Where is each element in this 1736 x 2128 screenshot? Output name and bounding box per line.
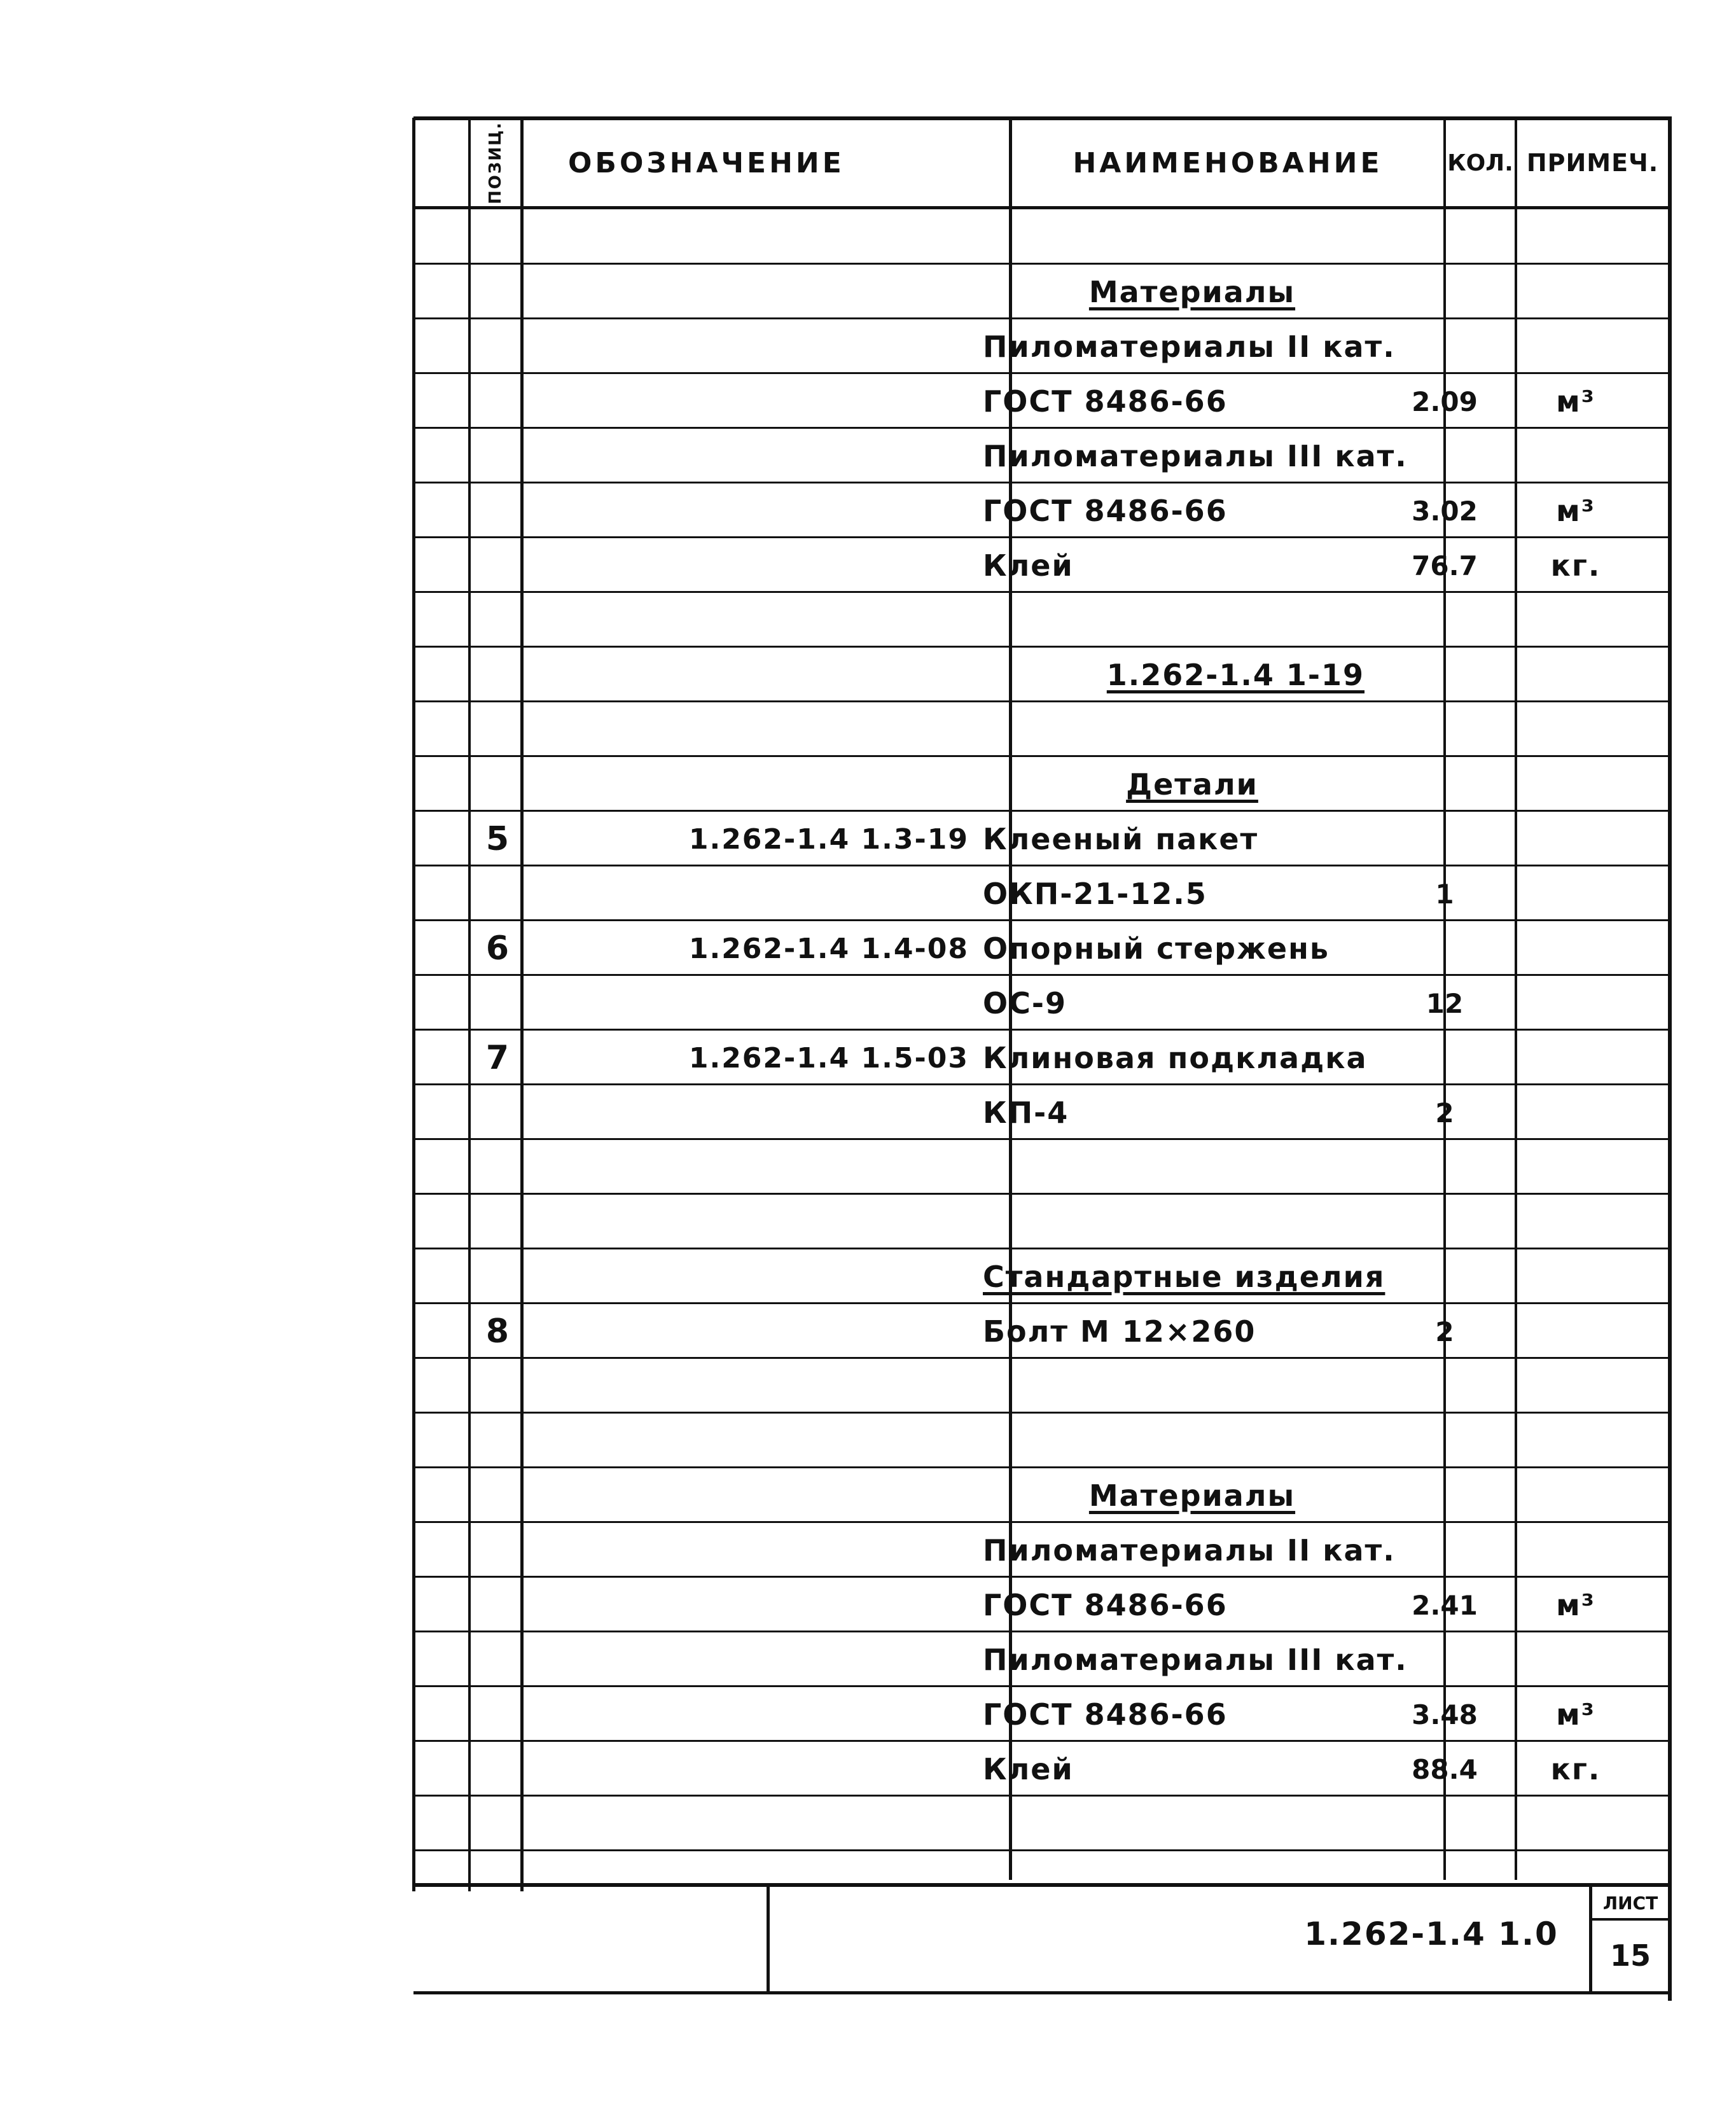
stamp-border-bottom [413,1991,1672,1994]
table-row [413,1742,1671,1797]
note-cell [1480,1031,1671,1085]
position-cell [474,1523,522,1578]
note-cell [1480,265,1671,319]
name-cell: ГОСТ 8486-66 [983,1697,1228,1732]
quantity-cell: 2.41 [1412,1589,1478,1621]
quantity-cell [1409,921,1480,976]
position-cell [474,1578,522,1632]
designation-cell [522,1632,975,1687]
table-row [413,1085,1671,1140]
designation-cell: 1.262-1.4 1.3-19 [688,823,969,856]
position-cell: 6 [485,929,511,968]
table-row [413,1632,1671,1687]
note-cell [1480,866,1671,921]
quantity-cell [1409,1249,1480,1304]
quantity-cell: 3.02 [1412,495,1478,527]
name-cell [975,1797,1409,1851]
table-row [413,483,1671,538]
name-cell [975,1414,1409,1468]
designation-cell [522,1195,975,1249]
quantity-cell: 2.09 [1412,386,1478,417]
note-cell [1480,812,1671,866]
table-row [413,1249,1671,1304]
designation-cell [522,1085,975,1140]
header-position-label: ПОЗИЦ. [486,121,505,205]
row-rule [413,1849,1670,1851]
table-row [413,374,1671,429]
name-cell [975,593,1409,648]
quantity-cell [1409,210,1480,265]
designation-cell: 1.262-1.4 1.5-03 [688,1041,969,1074]
note-cell: м³ [1556,494,1595,528]
note-cell [1480,1468,1671,1523]
note-cell: кг. [1550,1752,1601,1786]
header-name [1012,118,1443,208]
name-cell: Клиновая подкладка [983,1041,1368,1075]
quantity-cell [1409,265,1480,319]
designation-cell [522,429,975,483]
position-cell [474,976,522,1031]
header-position [471,118,520,208]
header-designation [524,118,1009,208]
position-cell [474,1359,522,1414]
name-cell: ГОСТ 8486-66 [983,1588,1228,1622]
name-cell: Болт М 12×260 [983,1314,1256,1349]
designation-cell [522,319,975,374]
quantity-cell [1409,319,1480,374]
quantity-cell [1409,1523,1480,1578]
position-cell [474,1468,522,1523]
note-cell [1480,1140,1671,1195]
name-cell: ОКП-21-12.5 [983,877,1207,911]
name-cell [975,702,1409,757]
table-row [413,1031,1671,1085]
table-row [413,1359,1671,1414]
table-row [413,1195,1671,1249]
table-row [413,1687,1671,1742]
note-cell: м³ [1556,1588,1595,1622]
note-cell [1480,319,1671,374]
note-cell [1480,1414,1671,1468]
name-cell: Клееный пакет [983,822,1259,856]
table-row [413,702,1671,757]
quantity-cell: 76.7 [1412,550,1478,581]
designation-cell [522,702,975,757]
note-cell [1480,648,1671,702]
quantity-cell: 2 [1435,1316,1454,1347]
stamp-divider [767,1886,770,1993]
note-cell [1480,757,1671,812]
header-note-label: ПРИМЕЧ. [1526,149,1659,177]
sheet-label [1592,1888,1669,1917]
position-cell [474,757,522,812]
note-cell [1480,1249,1671,1304]
position-cell [474,265,522,319]
name-cell: Пиломатериалы III кат. [983,1643,1408,1677]
name-cell: Детали [1126,767,1258,802]
name-cell [975,1359,1409,1414]
quantity-cell [1409,1632,1480,1687]
note-cell [1480,921,1671,976]
name-cell: КП-4 [983,1095,1069,1130]
quantity-cell [1409,1468,1480,1523]
header-qty-label: КОЛ. [1447,150,1513,176]
table-row [413,866,1671,921]
position-cell: 8 [485,1312,511,1351]
designation-cell [522,1359,975,1414]
position-cell: 7 [485,1039,511,1077]
designation-cell [522,374,975,429]
designation-cell [522,1797,975,1851]
designation-cell [522,1687,975,1742]
quantity-cell [1409,1797,1480,1851]
note-cell [1480,1359,1671,1414]
designation-cell: 1.262-1.4 1.4-08 [688,932,969,965]
quantity-cell [1409,757,1480,812]
table-row [413,1797,1671,1851]
designation-cell [522,648,975,702]
note-cell [1480,1304,1671,1359]
note-cell [1480,1797,1671,1851]
table-row [413,1578,1671,1632]
note-cell [1480,702,1671,757]
table-row [413,538,1671,593]
table-row [413,1414,1671,1468]
name-cell: ГОСТ 8486-66 [983,384,1228,419]
table-row [413,265,1671,319]
name-cell: Пиломатериалы III кат. [983,439,1408,473]
table-row [413,976,1671,1031]
table-row [413,210,1671,265]
table-row [413,593,1671,648]
position-cell [474,1195,522,1249]
position-cell [474,866,522,921]
position-cell [474,1797,522,1851]
position-cell [474,1249,522,1304]
name-cell: Пиломатериалы II кат. [983,330,1396,364]
table-row [413,757,1671,812]
quantity-cell: 2 [1435,1097,1454,1129]
quantity-cell [1409,648,1480,702]
name-cell: Клей [983,1752,1074,1786]
designation-cell [522,593,975,648]
table-row [413,429,1671,483]
quantity-cell [1409,593,1480,648]
sheet-label-text: ЛИСТ [1602,1892,1658,1914]
stamp-sheet-rule [1590,1918,1670,1921]
designation-cell [522,1468,975,1523]
quantity-cell [1409,1031,1480,1085]
quantity-cell [1409,429,1480,483]
position-cell [474,1742,522,1797]
quantity-cell [1409,1140,1480,1195]
note-cell [1480,1523,1671,1578]
quantity-cell: 3.48 [1412,1699,1478,1730]
designation-cell [522,1578,975,1632]
name-cell: ГОСТ 8486-66 [983,494,1228,528]
position-cell [474,1632,522,1687]
position-cell [474,1687,522,1742]
designation-cell [522,265,975,319]
designation-cell [522,1304,975,1359]
table-row [413,921,1671,976]
note-cell [1480,429,1671,483]
quantity-cell: 12 [1426,987,1464,1019]
designation-cell [522,210,975,265]
table-row [413,319,1671,374]
note-cell [1480,1195,1671,1249]
designation-cell [522,976,975,1031]
table-row [413,1140,1671,1195]
quantity-cell: 88.4 [1412,1753,1478,1785]
quantity-cell [1409,1195,1480,1249]
quantity-cell [1409,812,1480,866]
note-cell [1480,210,1671,265]
name-cell [975,1195,1409,1249]
designation-cell [522,1249,975,1304]
position-cell [474,538,522,593]
note-cell: м³ [1556,384,1595,419]
name-cell [975,1140,1409,1195]
designation-cell [522,538,975,593]
designation-cell [522,1140,975,1195]
header-designation-label: ОБОЗНАЧЕНИЕ [568,146,845,179]
position-cell [474,483,522,538]
name-cell: Стандартные изделия [983,1260,1385,1294]
quantity-cell [1409,702,1480,757]
name-cell: Материалы [1088,275,1296,309]
position-cell [474,210,522,265]
document-code [1291,1905,1571,1963]
header-qty [1446,118,1515,208]
position-cell [474,1085,522,1140]
name-cell: 1.262-1.4 1-19 [1106,658,1364,692]
header-note [1517,118,1668,208]
name-cell [975,210,1409,265]
quantity-cell: 1 [1435,878,1454,910]
note-cell: м³ [1556,1697,1595,1732]
position-cell [474,648,522,702]
designation-cell [522,483,975,538]
table-border-bottom [413,1883,1672,1887]
name-cell: ОС-9 [983,986,1067,1020]
table-row [413,812,1671,866]
note-cell [1480,1085,1671,1140]
position-cell [474,319,522,374]
note-cell: кг. [1550,548,1601,583]
position-cell [474,1414,522,1468]
sheet-number-text: 15 [1609,1938,1651,1973]
position-cell [474,1140,522,1195]
name-cell: Материалы [1088,1478,1296,1513]
name-cell: Клей [983,548,1074,583]
name-cell: Пиломатериалы II кат. [983,1533,1396,1568]
position-cell [474,593,522,648]
quantity-cell [1409,1414,1480,1468]
position-cell: 5 [485,820,511,858]
designation-cell [522,1523,975,1578]
name-cell: Опорный стержень [983,931,1330,966]
header-name-label: НАИМЕНОВАНИЕ [1073,146,1383,179]
quantity-cell [1409,1359,1480,1414]
table-row [413,648,1671,702]
note-cell [1480,1632,1671,1687]
designation-cell [522,1742,975,1797]
designation-cell [522,1414,975,1468]
position-cell [474,374,522,429]
designation-cell [522,757,975,812]
document-code-text: 1.262-1.4 1.0 [1304,1916,1559,1952]
designation-cell [522,866,975,921]
note-cell [1480,976,1671,1031]
note-cell [1480,593,1671,648]
position-cell [474,702,522,757]
sheet-number [1592,1921,1669,1990]
table-row [413,1468,1671,1523]
position-cell [474,429,522,483]
table-row [413,1304,1671,1359]
table-row [413,1523,1671,1578]
